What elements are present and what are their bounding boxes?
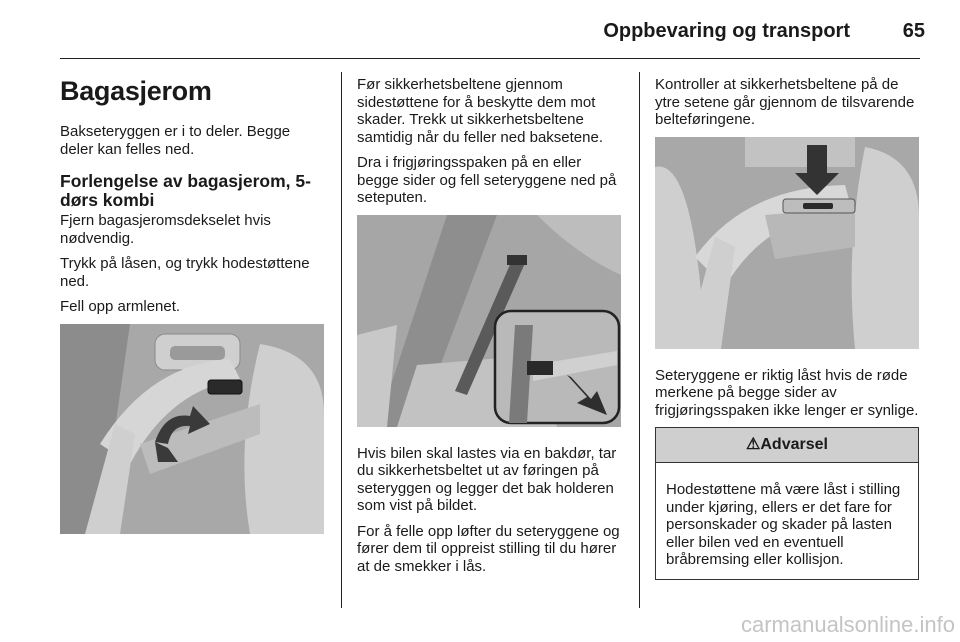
body-paragraph: Før sikkerhetsbeltene gjennom sidestøttene for å beskytte dem mot skader. Trekk ut sikkerhetsbeltene samtidig når du feller ned baksetene. xyxy=(357,76,603,146)
intro-paragraph: Bakseteryggen er i to deler. Begge deler kan felles ned. xyxy=(60,123,291,158)
release-lever-illustration xyxy=(655,137,919,349)
body-paragraph: Seteryggene er riktig låst hvis de røde merkene på begge sider av frigjøringsspaken ikke lenger er synlige. xyxy=(655,366,919,419)
column-1 xyxy=(60,70,326,552)
column-3 xyxy=(655,70,921,580)
body-paragraph: Hvis bilen skal lastes via en bakdør, tar du sikkerhetsbeltet ut av føringen på seteryggen og legger det bak holderen som vist på bildet. xyxy=(357,444,617,514)
instruction-paragraph: Fjern bagasjeromsdekselet hvis nødvendig. xyxy=(60,212,271,247)
warning-triangle-icon: ⚠ xyxy=(746,436,761,453)
warning-box xyxy=(655,427,919,580)
warning-title: Advarsel xyxy=(760,436,828,453)
page-number: 65 xyxy=(902,20,925,42)
body-paragraph: Kontroller at sikkerhetsbeltene på de ytre setene går gjennom de tilsvarende belteføringene. xyxy=(655,76,915,128)
warning-text: Hodestøttene må være låst i stilling under kjøring, ellers er det fare for personskader og skader på lasten eller bilen ved en eventuell bråbremsing eller kollisjon. xyxy=(666,481,901,568)
instruction-paragraph: Trykk på låsen, og trykk hodestøttene ned. xyxy=(60,255,310,290)
section-heading: Bagasjerom xyxy=(60,76,212,106)
warning-body xyxy=(656,463,918,579)
headrest-illustration xyxy=(60,324,324,534)
running-header-title: Oppbevaring og transport xyxy=(603,20,850,42)
column-2 xyxy=(357,70,621,583)
column-divider-1 xyxy=(341,72,342,608)
subsection-heading: Forlengelse av bagasjerom, 5-dørs kombi xyxy=(60,171,311,210)
body-paragraph: Dra i frigjøringsspaken på en eller begge sider og fell seteryggene ned på seteputen. xyxy=(357,154,617,206)
instruction-paragraph: Fell opp armlenet. xyxy=(60,298,181,315)
body-paragraph: For å felle opp løfter du seteryggene og fører dem til oppreist stilling til du hører at de smekker i lås. xyxy=(357,522,620,575)
warning-header xyxy=(656,428,918,463)
seatbelt-guide-illustration xyxy=(357,215,621,427)
column-divider-2 xyxy=(639,72,640,608)
watermark: carmanualsonline.info xyxy=(740,612,955,637)
header-rule xyxy=(60,58,920,59)
